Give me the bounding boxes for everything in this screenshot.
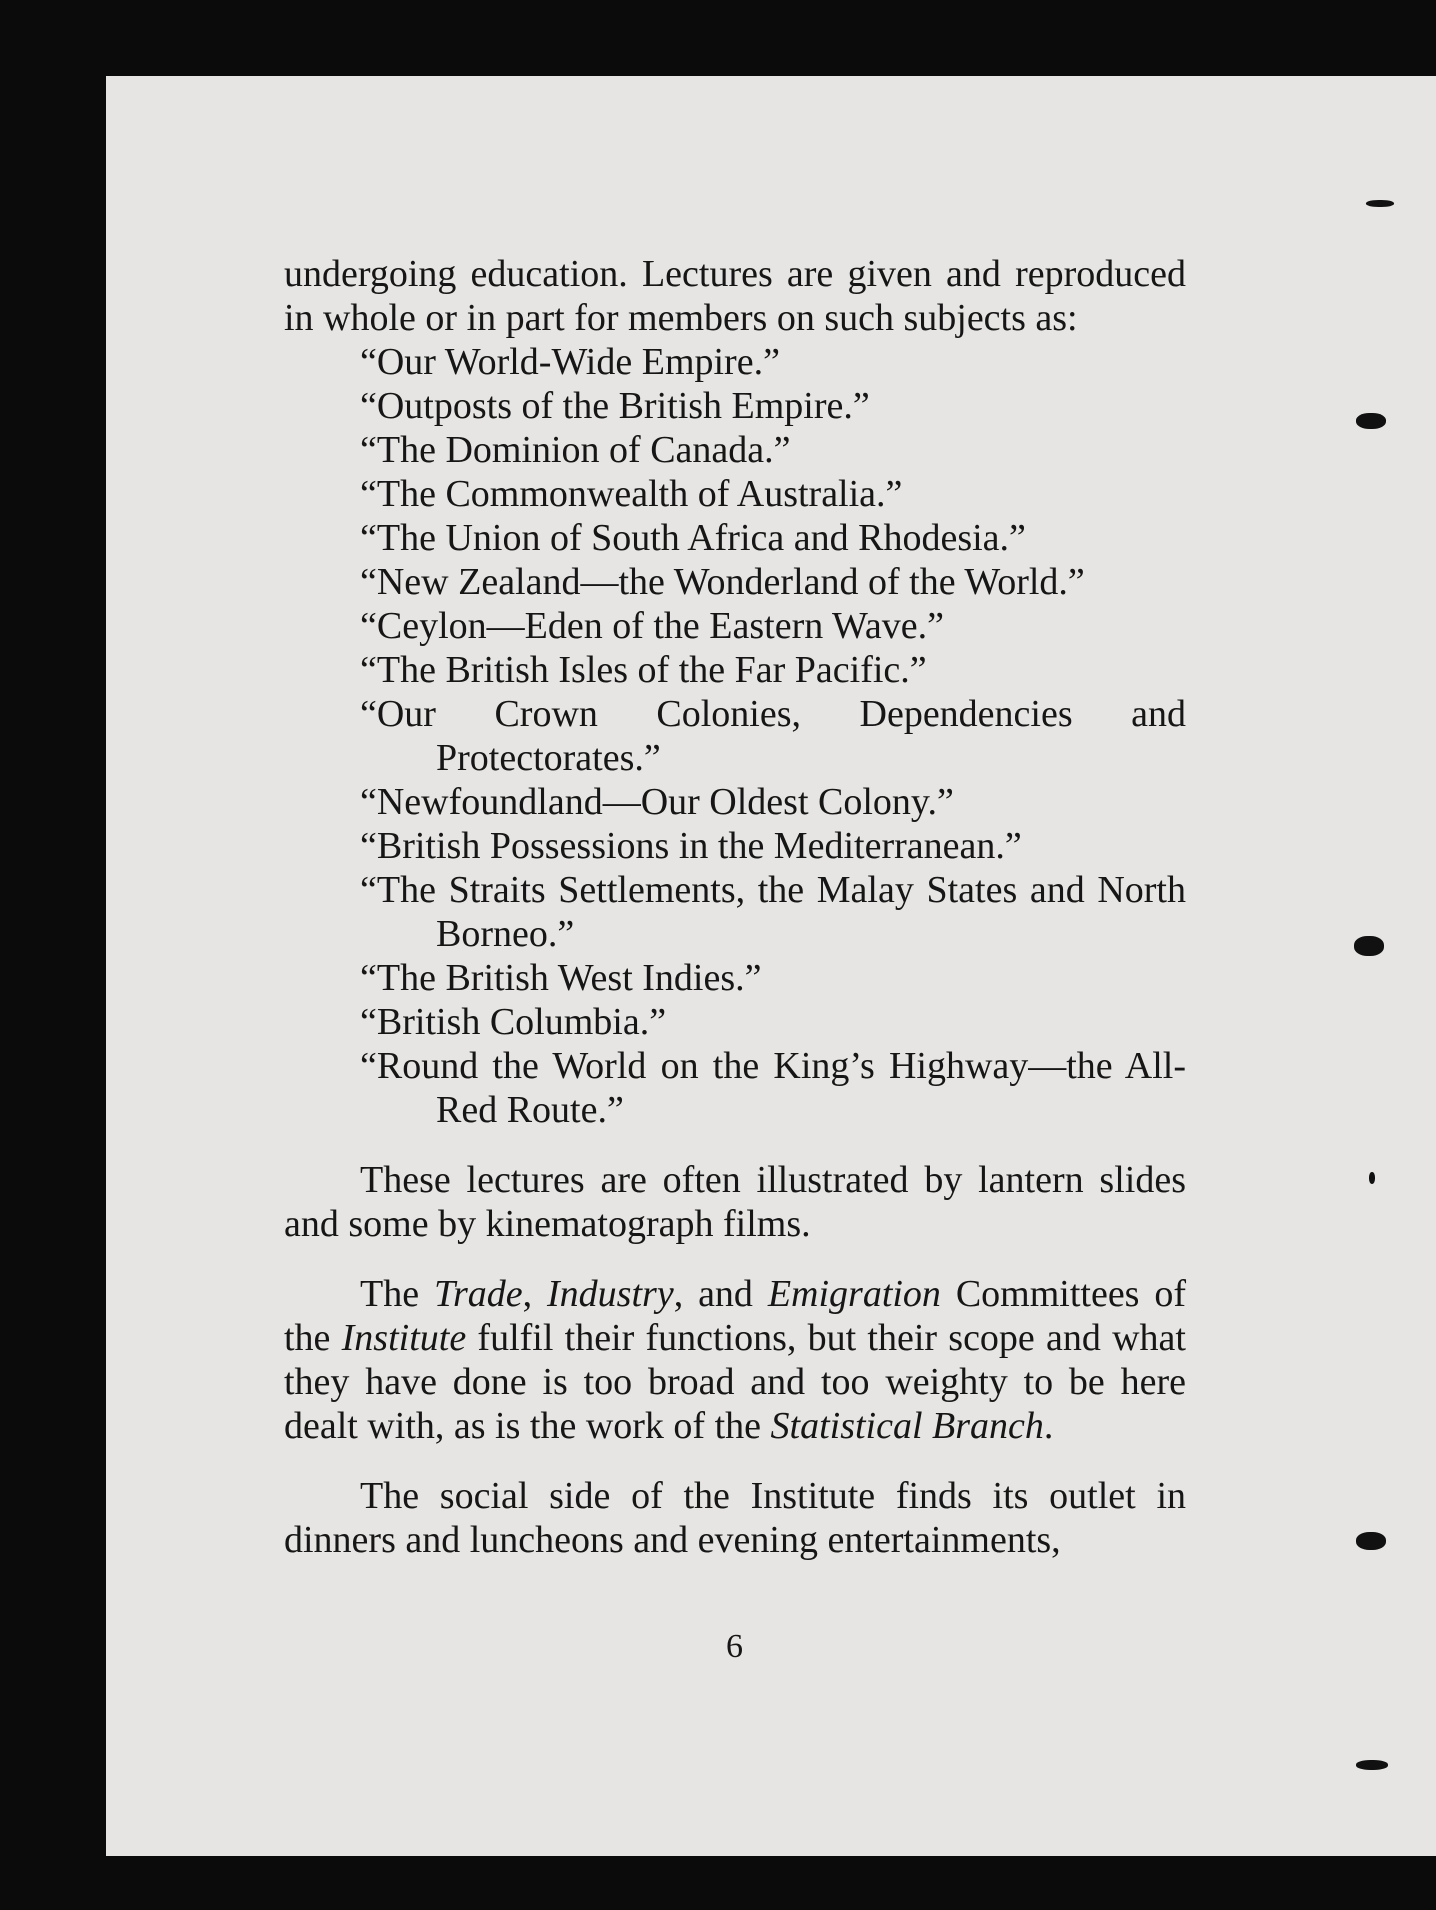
page-text bbox=[284, 252, 1186, 1562]
lecture-item: “Ceylon—Eden of the Eastern Wave.” bbox=[360, 605, 944, 647]
scan-mark bbox=[1356, 1760, 1388, 1770]
lecture-list bbox=[284, 340, 1186, 1132]
emigration-committee: Emigration bbox=[767, 1273, 941, 1315]
lecture-item: “The Dominion of Canada.” bbox=[360, 429, 791, 471]
lecture-item: “Our World-Wide Empire.” bbox=[360, 341, 780, 383]
trade-committee: Trade bbox=[433, 1273, 523, 1315]
lecture-item: “Outposts of the British Empire.” bbox=[360, 385, 870, 427]
lecture-item: “The Straits Settlements, the Malay States and North Borneo.” bbox=[360, 869, 1186, 955]
intro-paragraph: undergoing education. Lectures are given and reproduced in whole or in part for members on such subjects as: bbox=[284, 253, 1186, 339]
lecture-item: “New Zealand—the Wonderland of the World.” bbox=[360, 561, 1085, 603]
scan-mark bbox=[1354, 936, 1384, 956]
committees-text: fulfil their functions, but their scope and what they have done is too broad and too weighty to be here dealt with, as is the work of the bbox=[284, 1317, 1186, 1447]
lecture-item: “Round the World on the King’s Highway—the All-Red Route.” bbox=[360, 1045, 1186, 1131]
committees-text: , and bbox=[673, 1273, 768, 1315]
scan-mark bbox=[1356, 413, 1386, 429]
page-number: 6 bbox=[726, 1628, 743, 1665]
scan-mark bbox=[1366, 200, 1394, 207]
lecture-item: “The Union of South Africa and Rhodesia.” bbox=[360, 517, 1026, 559]
committees-text: . bbox=[1043, 1405, 1054, 1447]
scan-mark bbox=[1369, 1172, 1375, 1184]
institute-name: Institute bbox=[341, 1317, 467, 1359]
committees-text: , bbox=[522, 1273, 548, 1315]
lectures-illustrated-paragraph: These lectures are often illustrated by lantern slides and some by kinematograph films. bbox=[284, 1159, 1186, 1245]
committees-paragraph bbox=[284, 1272, 1186, 1448]
scan-mark bbox=[1356, 1532, 1386, 1550]
lecture-item: “Newfoundland—Our Oldest Colony.” bbox=[360, 781, 954, 823]
lecture-item: “The British Isles of the Far Pacific.” bbox=[360, 649, 927, 691]
lecture-item: “British Columbia.” bbox=[360, 1001, 667, 1043]
industry-committee: Industry bbox=[547, 1273, 674, 1315]
statistical-branch: Statistical Branch bbox=[770, 1405, 1044, 1447]
lecture-item: “The Commonwealth of Australia.” bbox=[360, 473, 903, 515]
committees-text: The bbox=[360, 1273, 434, 1315]
committees-text: Committees of the bbox=[284, 1273, 1186, 1359]
lecture-item: “British Possessions in the Mediterranean.” bbox=[360, 825, 1022, 867]
lecture-item: “The British West Indies.” bbox=[360, 957, 762, 999]
lecture-item: “Our Crown Colonies, Dependencies and Protectorates.” bbox=[360, 693, 1186, 779]
social-paragraph: The social side of the Institute finds its outlet in dinners and luncheons and evening entertainments, bbox=[284, 1475, 1186, 1561]
